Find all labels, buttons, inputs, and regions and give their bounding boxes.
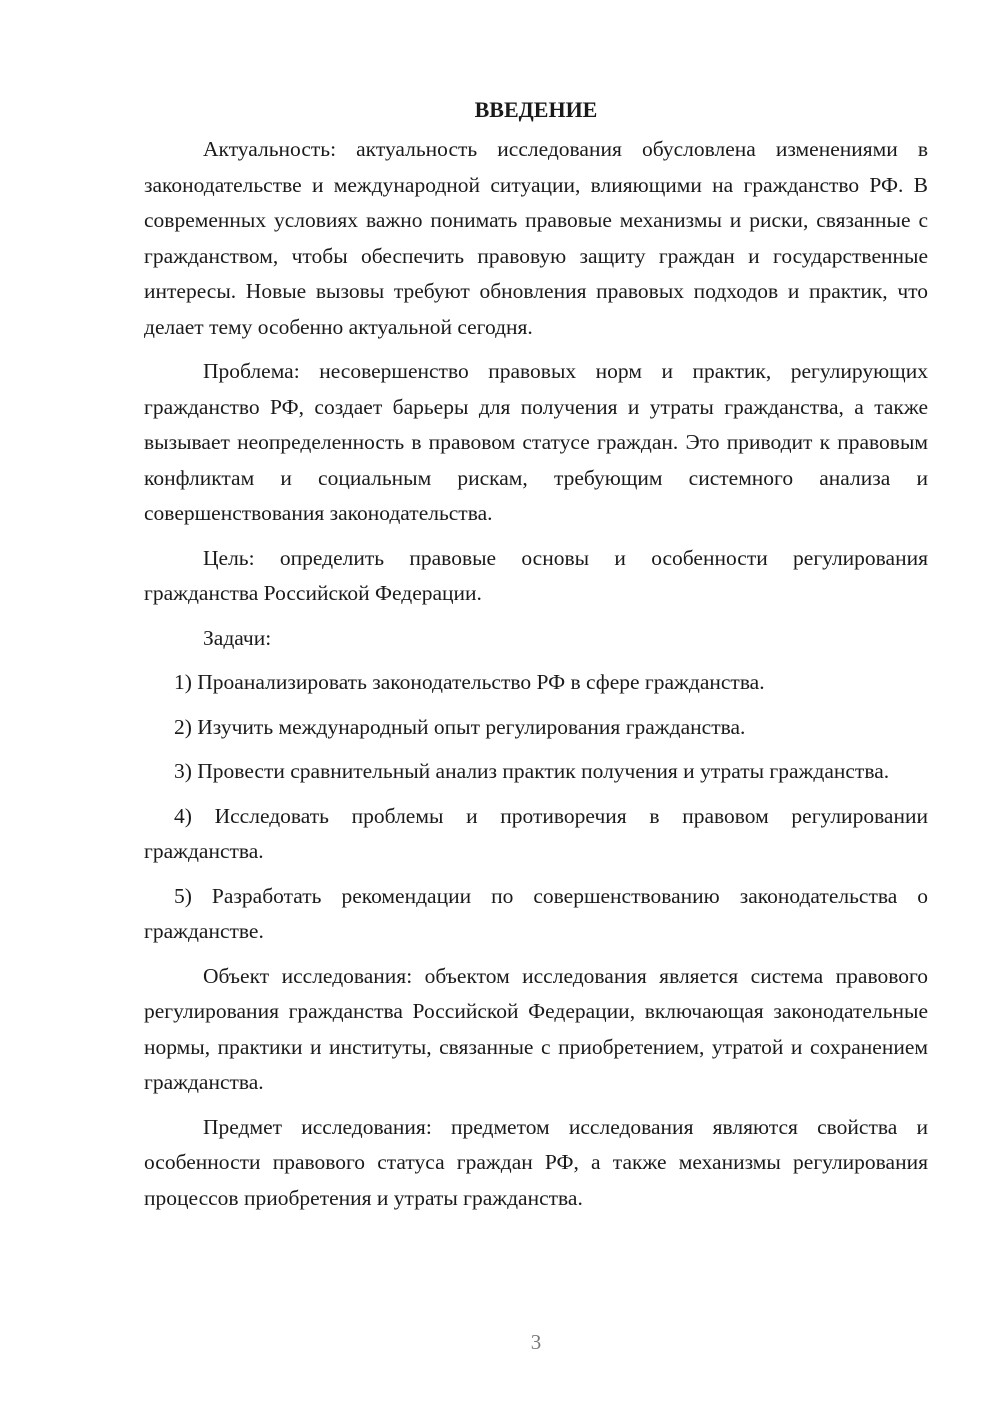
object-paragraph: Объект исследования: объектом исследования является система правового регулирования гражданства Российской Федерации, включающая законодательные нормы, практики и институты, связанные с приобретением, утратой и сохранением гражданства. xyxy=(144,963,928,1094)
task-item: 2) Изучить международный опыт регулирования гражданства. xyxy=(174,714,746,739)
document-page xyxy=(144,88,928,1225)
task-item: 1) Проанализировать законодательство РФ в сфере гражданства. xyxy=(174,670,765,694)
task-item: 4) Исследовать проблемы и противоречия в правовом регулировании гражданства. xyxy=(144,803,928,863)
subject-paragraph: Предмет исследования: предметом исследования являются свойства и особенности правового статуса граждан РФ, а также механизмы регулирования процессов приобретения и утраты гражданства. xyxy=(144,1114,928,1210)
page-number: 3 xyxy=(530,1330,542,1354)
task-item: 3) Провести сравнительный анализ практик получения и утраты гражданства. xyxy=(174,759,890,783)
task-item: 5) Разработать рекомендации по совершенствованию законодательства о гражданстве. xyxy=(144,883,928,943)
relevance-paragraph: Актуальность: актуальность исследования обусловлена изменениями в законодательстве и международной ситуации, влияющими на гражданство РФ. В современных условиях важно понимать правовые механизмы и риски, связанные с гражданством, чтобы обеспечить правовую защиту граждан и государственные интересы. Новые вызовы требуют обновления правовых подходов и практик, что делает тему особенно актуальной сегодня. xyxy=(144,137,928,339)
problem-paragraph: Проблема: несовершенство правовых норм и практик, регулирующих гражданство РФ, создает барьеры для получения и утраты гражданства, а также вызывает неопределенность в правовом статусе граждан. Это приводит к правовым конфликтам и социальным рискам, требующим системного анализа и совершенствования законодательства. xyxy=(144,359,928,525)
tasks-label: Задачи: xyxy=(203,625,272,650)
section-heading: ВВЕДЕНИЕ xyxy=(474,97,598,122)
goal-paragraph: Цель: определить правовые основы и особенности регулирования гражданства Российской Федерации. xyxy=(144,545,928,605)
